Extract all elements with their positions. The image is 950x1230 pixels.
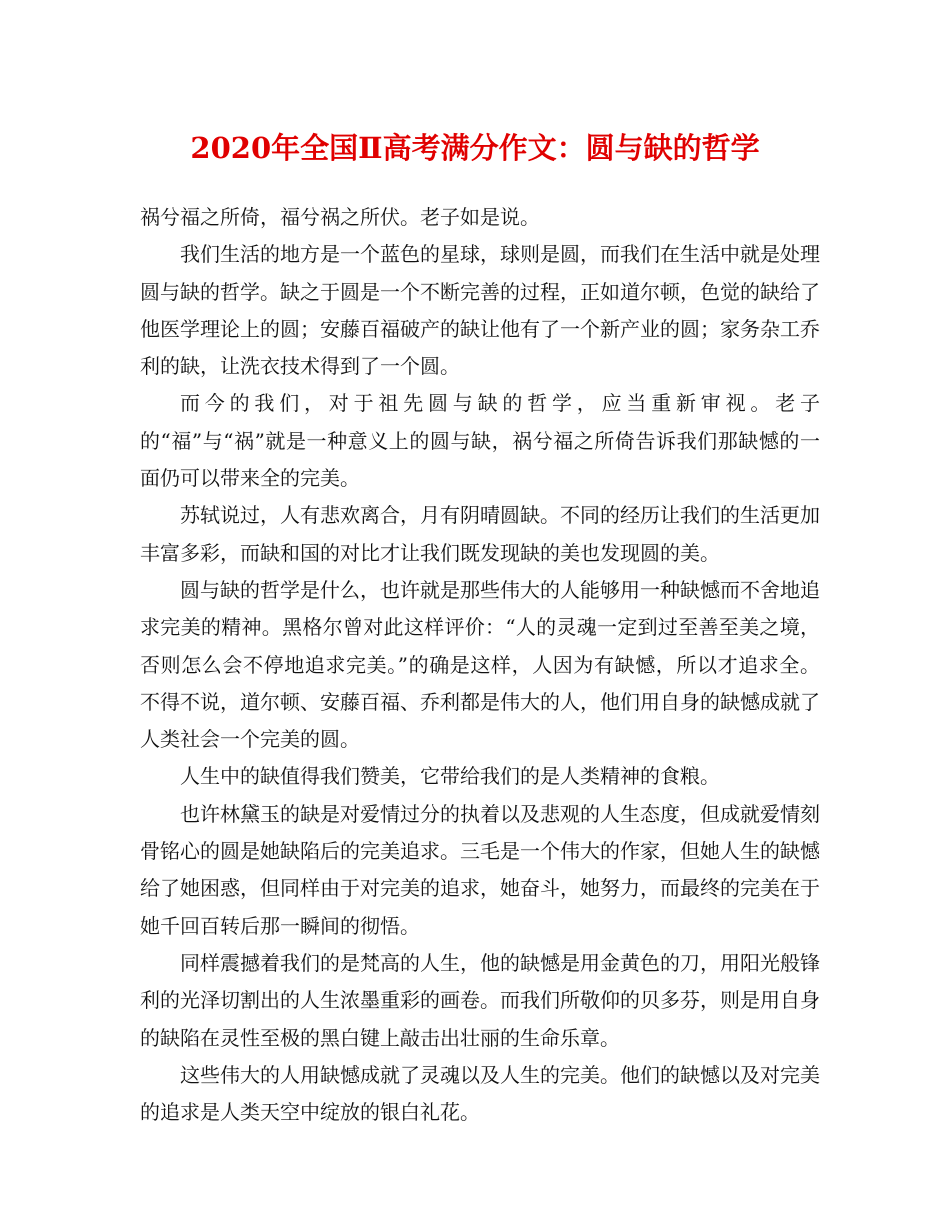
- paragraph-7: 也许林黛玉的缺是对爱情过分的执着以及悲观的人生态度，但成就爱情刻骨铭心的圆是她缺陷后的完美追求。三毛是一个伟大的作家，但她人生的缺憾给了她困惑，但同样由于对完美的追求，她奋斗，她努力，而最终的完美在于她千回百转后那一瞬间的彻悟。: [140, 801, 820, 938]
- page-title: 2020年全国Ⅱ高考满分作文：圆与缺的哲学: [190, 131, 760, 165]
- paragraph-3: 而今的我们，对于祖先圆与缺的哲学，应当重新审视。老子的“福”与“祸”就是一种意义上的圆与缺，祸兮福之所倚告诉我们那缺憾的一面仍可以带来全的完美。: [140, 391, 820, 491]
- paragraph-5: 圆与缺的哲学是什么，也许就是那些伟大的人能够用一种缺憾而不舍地追求完美的精神。黑格尔曾对此这样评价：“人的灵魂一定到过至善至美之境，否则怎么会不停地追求完美。”的确是这样，人因为有缺憾，所以才追求全。不得不说，道尔顿、安藤百福、乔利都是伟大的人，他们用自身的缺憾成就了人类社会一个完美的圆。: [140, 577, 820, 752]
- paragraph-1: 祸兮福之所倚，福兮祸之所伏。老子如是说。: [140, 205, 540, 229]
- paragraph-6: 人生中的缺值得我们赞美，它带给我们的是人类精神的食粮。: [180, 764, 720, 789]
- paragraph-2: 我们生活的地方是一个蓝色的星球，球则是圆，而我们在生活中就是处理圆与缺的哲学。缺之于圆是一个不断完善的过程，正如道尔顿，色觉的缺给了他医学理论上的圆；安藤百福破产的缺让他有了一个新产业的圆；家务杂工乔利的缺，让洗衣技术得到了一个圆。: [140, 242, 820, 379]
- paragraph-4: 苏轼说过，人有悲欢离合，月有阴晴圆缺。不同的经历让我们的生活更加丰富多彩，而缺和国的对比才让我们既发现缺的美也发现圆的美。: [140, 503, 820, 565]
- paragraph-9: 这些伟大的人用缺憾成就了灵魂以及人生的完美。他们的缺憾以及对完美的追求是人类天空中绽放的银白礼花。: [140, 1062, 820, 1125]
- paragraph-8: 同样震撼着我们的是梵高的人生，他的缺憾是用金黄色的刀，用阳光般锋利的光泽切割出的人生浓墨重彩的画卷。而我们所敬仰的贝多芬，则是用自身的缺陷在灵性至极的黑白键上敲击出壮丽的生命乐章。: [140, 950, 820, 1050]
- essay-body: [140, 199, 820, 1131]
